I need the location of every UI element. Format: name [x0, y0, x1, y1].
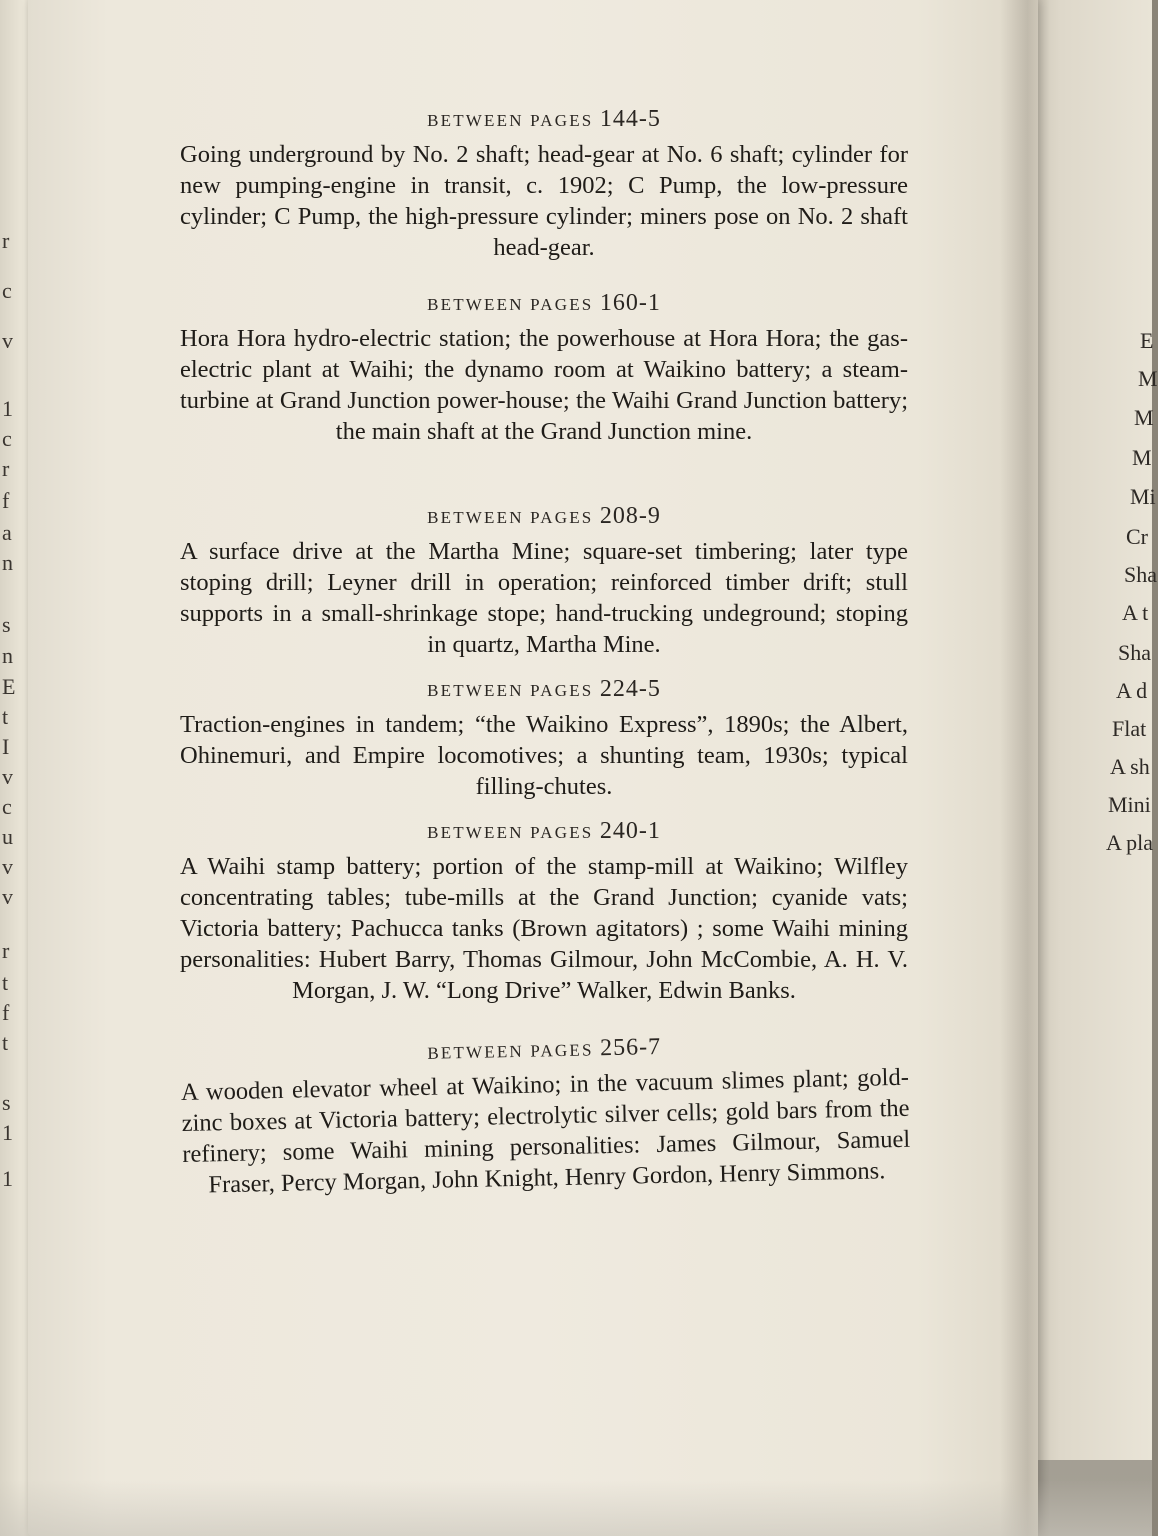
- section-caption: Going underground by No. 2 shaft; head-gear at No. 6 shaft; cylinder for new pumping-engine in transit, c. 1902; C Pump, the low-pressure cylinder; C Pump, the high-pressure cylinder; miners pose on No. 2 shaft head-gear.: [180, 141, 908, 261]
- next-page: [1030, 0, 1158, 1460]
- left-edge-fragment: n: [2, 643, 13, 668]
- plate-section: [180, 1029, 911, 1201]
- left-edge-fragment: t: [2, 1030, 9, 1055]
- section-caption: Traction-engines in tandem; “the Waikino Express”, 1890s; the Albert, Ohinemuri, and Empire locomotives; a shunting team, 1930s; typical filling-chutes.: [180, 711, 908, 800]
- left-edge-fragment: t: [2, 704, 9, 729]
- page-range: 224-5: [599, 676, 661, 702]
- right-page-fragment: M: [1132, 445, 1152, 470]
- section-heading: [180, 290, 908, 317]
- heading-label: BETWEEN PAGES: [427, 681, 594, 700]
- left-edge-fragment: r: [2, 456, 10, 481]
- left-edge-fragment: v: [2, 884, 13, 909]
- left-edge-fragment: s: [2, 1090, 11, 1115]
- right-page-fragment: A t: [1122, 600, 1149, 625]
- left-edge-fragment: I: [2, 734, 10, 759]
- page-range: 144-5: [599, 106, 661, 132]
- left-edge-fragment: v: [2, 764, 13, 789]
- left-edge-fragment: 1: [2, 1120, 13, 1145]
- right-page-fragment: Sha: [1118, 640, 1151, 665]
- section-heading: [180, 503, 908, 530]
- page-range: 160-1: [599, 290, 661, 316]
- plate-section: [180, 818, 908, 1006]
- heading-label: BETWEEN PAGES: [427, 508, 594, 527]
- section-caption: A Waihi stamp battery; portion of the stamp-mill at Waikino; Wilfley concentrating tables; tube-mills at the Grand Junction; cyanide vats; Victoria battery; Pachucca tanks (Brown agitators) ; some Waihi mining personalities: Hubert Barry, Thomas Gilmour, John McCombie, A. H. V. Morgan, J. W. “Long Drive” Walker, Edwin Banks.: [180, 853, 908, 1004]
- right-page-fragment: Flat: [1112, 716, 1147, 741]
- left-edge-fragment: n: [2, 550, 13, 575]
- right-page-fragment: M: [1134, 405, 1154, 430]
- left-edge-fragment: c: [2, 278, 12, 303]
- left-edge-fragment: u: [2, 824, 13, 849]
- left-edge-fragment: s: [2, 612, 11, 637]
- right-page-fragment: Mi: [1130, 484, 1156, 509]
- heading-label: BETWEEN PAGES: [427, 823, 594, 842]
- plate-section: [180, 106, 908, 263]
- right-page-fragment: Cr: [1126, 524, 1148, 549]
- left-edge-fragment: t: [2, 970, 9, 995]
- left-edge-fragment: 1: [2, 1166, 13, 1191]
- section-heading: [180, 676, 908, 703]
- right-page-fragment: M: [1138, 366, 1158, 391]
- left-edge-fragment: c: [2, 426, 12, 451]
- section-heading: [180, 818, 908, 845]
- section-caption: Hora Hora hydro-electric station; the powerhouse at Hora Hora; the gas-electric plant at Waihi; the dynamo room at Waikino battery; a steam-turbine at Grand Junction power-house; the Waihi Grand Junction battery; the main shaft at the Grand Junction mine.: [180, 325, 908, 445]
- plate-section: [180, 676, 908, 802]
- left-edge-fragment: f: [2, 1000, 10, 1025]
- section-heading: [180, 106, 908, 133]
- section-caption: A surface drive at the Martha Mine; square-set timbering; later type stoping drill; Leyner drill in operation; reinforced timber drift; stull supports in a small-shrinkage stope; hand-trucking undeground; stoping in quartz, Martha Mine.: [180, 538, 908, 658]
- left-edge-fragment: a: [2, 520, 12, 545]
- plate-section: [180, 290, 908, 447]
- left-edge-fragment: v: [2, 328, 13, 353]
- page-range: 240-1: [599, 818, 661, 844]
- left-edge-fragment: E: [2, 674, 16, 699]
- right-page-fragment: Mini: [1108, 792, 1151, 817]
- right-page-fragment: E: [1140, 328, 1154, 353]
- left-edge-fragment: r: [2, 938, 10, 963]
- right-page-fragment: Sha: [1124, 562, 1157, 587]
- left-edge-fragment: 1: [2, 396, 13, 421]
- left-edge-fragment: r: [2, 228, 10, 253]
- heading-label: BETWEEN PAGES: [427, 111, 594, 130]
- heading-label: BETWEEN PAGES: [427, 1040, 594, 1063]
- left-edge-fragment: f: [2, 488, 10, 513]
- plate-section: [180, 503, 908, 660]
- heading-label: BETWEEN PAGES: [427, 295, 594, 314]
- right-page-fragment: A sh: [1110, 754, 1150, 779]
- section-caption: A wooden elevator wheel at Waikino; in the vacuum slimes plant; gold-zinc boxes at Victoria battery; electrolytic silver cells; gold bars from the refinery; some Waihi mining personalities: James Gilmour, Samuel Fraser, Percy Morgan, John Knight, Henry Gordon, Henry Simmons.: [180, 1063, 911, 1199]
- right-page-fragment: A pla: [1106, 830, 1154, 855]
- page-range: 256-7: [599, 1033, 662, 1062]
- page-range: 208-9: [599, 503, 661, 529]
- left-edge-fragment: c: [2, 794, 12, 819]
- left-edge-fragment: v: [2, 854, 13, 879]
- right-page-fragment: A d: [1116, 678, 1148, 703]
